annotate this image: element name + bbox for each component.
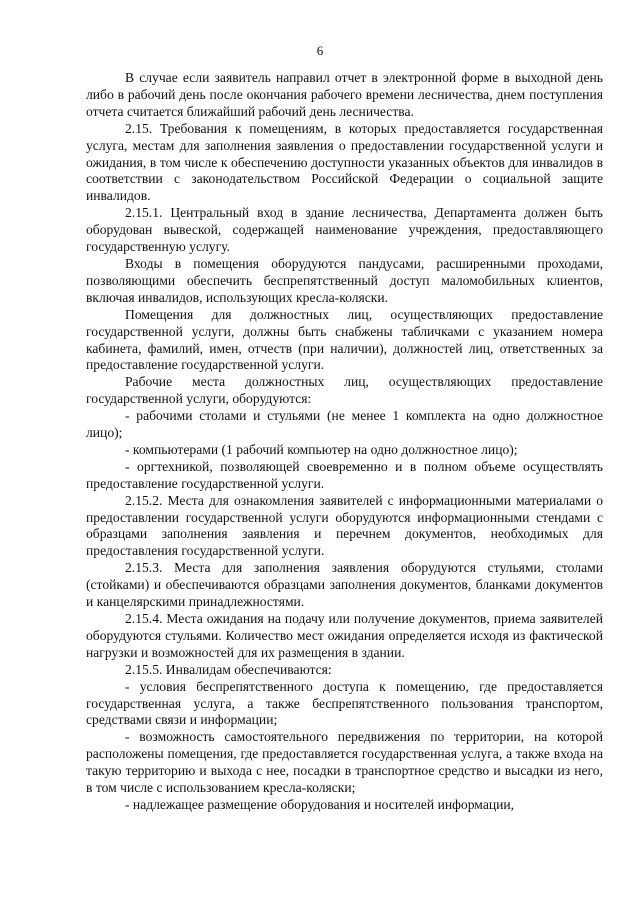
paragraph-workplaces: Рабочие места должностных лиц, осуществляющих предоставление государственной услуги, оборудуются: [86, 374, 603, 407]
paragraph-2-15-1-entrance: 2.15.1. Центральный вход в здание лесничества, Департамента должен быть оборудован вывеской, содержащей наименование учреждения, предоставляющего государственную услугу. [86, 205, 603, 255]
list-item-movement: - возможность самостоятельного передвижения по территории, на которой расположены помещения, где предоставляется государственная услуга, а также входа на такую территорию и выхода с нее, посадки в транспортное средство и высадки из него, в том числе с использованием кресла-коляски; [86, 729, 603, 796]
paragraph-office-signs: Помещения для должностных лиц, осуществляющих предоставление государственной услуги, должны быть снабжены табличками с указанием номера кабинета, фамилий, имен, отчеств (при наличии), должностей лиц, ответственных за предоставление государственной услуги. [86, 306, 603, 373]
page-number: 6 [316, 43, 324, 58]
list-item-access-conditions: - условия беспрепятственного доступа к помещению, где предоставляется государственная услуга, а также беспрепятственного пользования транспортом, средствами связи и информации; [86, 678, 603, 728]
paragraph-2-15-5-disabled: 2.15.5. Инвалидам обеспечиваются: [125, 661, 332, 677]
paragraph-ramps: Входы в помещения оборудуются пандусами, расширенными проходами, позволяющими обеспечить беспрепятственный доступ маломобильных клиентов, включая инвалидов, использующих кресла-коляски. [86, 255, 603, 305]
document-body [86, 70, 603, 814]
paragraph-report-submission: В случае если заявитель направил отчет в электронной форме в выходной день либо в рабочий день после окончания рабочего времени лесничества, днем поступления отчета считается ближайший рабочий день лесничества. [86, 70, 603, 119]
list-item-equipment-placement: - надлежащее размещение оборудования и носителей информации, [125, 796, 515, 812]
list-item-desks: - рабочими столами и стульями (не менее 1 комплекта на одно должностное лицо); [86, 408, 603, 441]
list-item-office-equipment: - оргтехникой, позволяющей своевременно и в полном объеме осуществлять предоставление государственной услуги. [86, 458, 603, 491]
paragraph-2-15-3-filling-places: 2.15.3. Места для заполнения заявления оборудуются стульями, столами (стойками) и обеспечиваются образцами заполнения документов, бланками документов и канцелярскими принадлежностями. [86, 560, 603, 610]
paragraph-2-15-requirements: 2.15. Требования к помещениям, в которых предоставляется государственная услуга, местам для заполнения заявления о предоставлении государственной услуги и ожидания, в том числе к обеспечению доступности указанных объектов для инвалидов в соответствии с законодательством Российской Федерации о социальной защите инвалидов. [86, 120, 603, 204]
paragraph-2-15-2-info-stands: 2.15.2. Места для ознакомления заявителей с информационными материалами о предоставлении государственной услуги оборудуются информационными стендами с образцами заполнения заявления и перечнем документов, необходимых для предоставления государственной услуги. [86, 492, 603, 559]
paragraph-2-15-4-waiting-places: 2.15.4. Места ожидания на подачу или получение документов, приема заявителей оборудуются стульями. Количество мест ожидания определяется исходя из фактической нагрузки и возможностей для их размещения в здании. [86, 611, 603, 660]
list-item-computers: - компьютерами (1 рабочий компьютер на одно должностное лицо); [125, 441, 518, 457]
